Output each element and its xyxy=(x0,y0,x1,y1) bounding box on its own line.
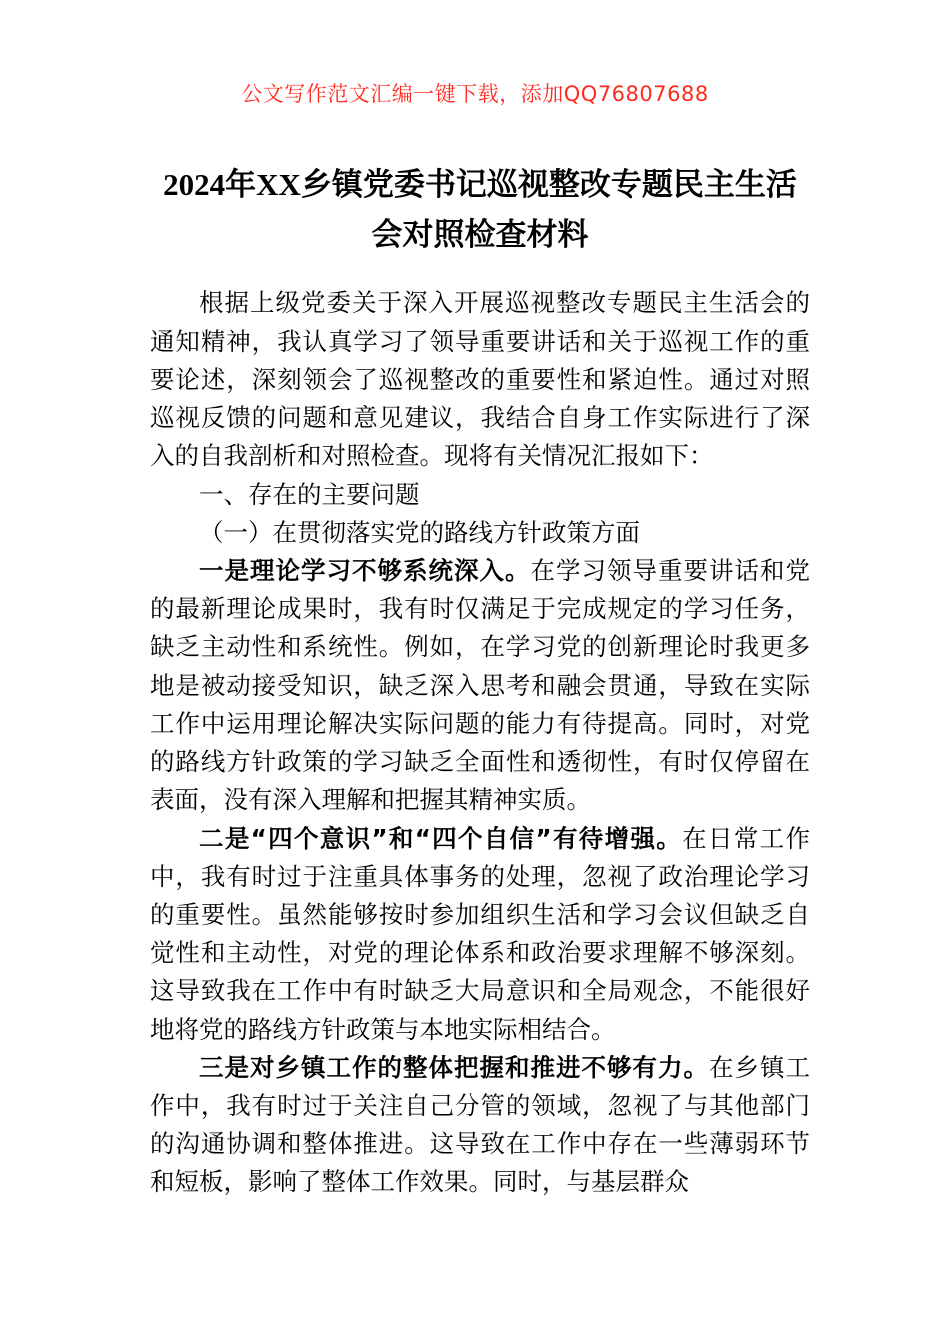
item-two-lead: 二是“四个意识”和“四个自信”有待增强。 xyxy=(199,823,683,853)
item-three-lead: 三是对乡镇工作的整体把握和推进不够有力。 xyxy=(199,1052,709,1082)
paragraph-item-three xyxy=(150,1049,810,1202)
watermark-text: 公文写作范文汇编一键下载，添加QQ76807688 xyxy=(241,82,709,106)
item-two-text: 在日常工作中，我有时过于注重具体事务的处理，忽视了政治理论学习的重要性。虽然能够按时参加组织生活和学习会议但缺乏自觉性和主动性，对党的理论体系和政治要求理解不够深刻。这导致我在工作中有时缺乏大局意识和全局观念，不能很好地将党的路线方针政策与本地实际相结合。 xyxy=(150,823,810,1044)
item-one-lead: 一是理论学习不够系统深入。 xyxy=(199,555,531,585)
page-title: 2024年XX乡镇党委书记巡视整改专题民主生活会对照检查材料 xyxy=(163,167,797,253)
paragraph-opening: 根据上级党委关于深入开展巡视整改专题民主生活会的通知精神，我认真学习了领导重要讲话和关于巡视工作的重要论述，深刻领会了巡视整改的重要性和紧迫性。通过对照巡视反馈的问题和意见建议，我结合自身工作实际进行了深入的自我剖析和对照检查。现将有关情况汇报如下： xyxy=(150,288,810,471)
paragraph-item-two xyxy=(150,820,810,1049)
heading-section-one: 一、存在的主要问题 xyxy=(199,479,420,509)
document-body xyxy=(150,160,810,1202)
heading-subsection-one-one: （一）在贯彻落实党的路线方针政策方面 xyxy=(199,517,640,547)
item-three-text: 在乡镇工作中，我有时过于关注自己分管的领域，忽视了与其他部门的沟通协调和整体推进。这导致在工作中存在一些薄弱环节和短板，影响了整体工作效果。同时，与基层群众 xyxy=(150,1052,810,1197)
paragraph-item-one xyxy=(150,552,810,820)
item-one-text: 在学习领导重要讲话和党的最新理论成果时，我有时仅满足于完成规定的学习任务，缺乏主动性和系统性。例如，在学习党的创新理论时我更多地是被动接受知识，缺乏深入思考和融会贯通，导致在实际工作中运用理论解决实际问题的能力有待提高。同时，对党的路线方针政策的学习缺乏全面性和透彻性，有时仅停留在表面，没有深入理解和把握其精神实质。 xyxy=(150,555,810,815)
